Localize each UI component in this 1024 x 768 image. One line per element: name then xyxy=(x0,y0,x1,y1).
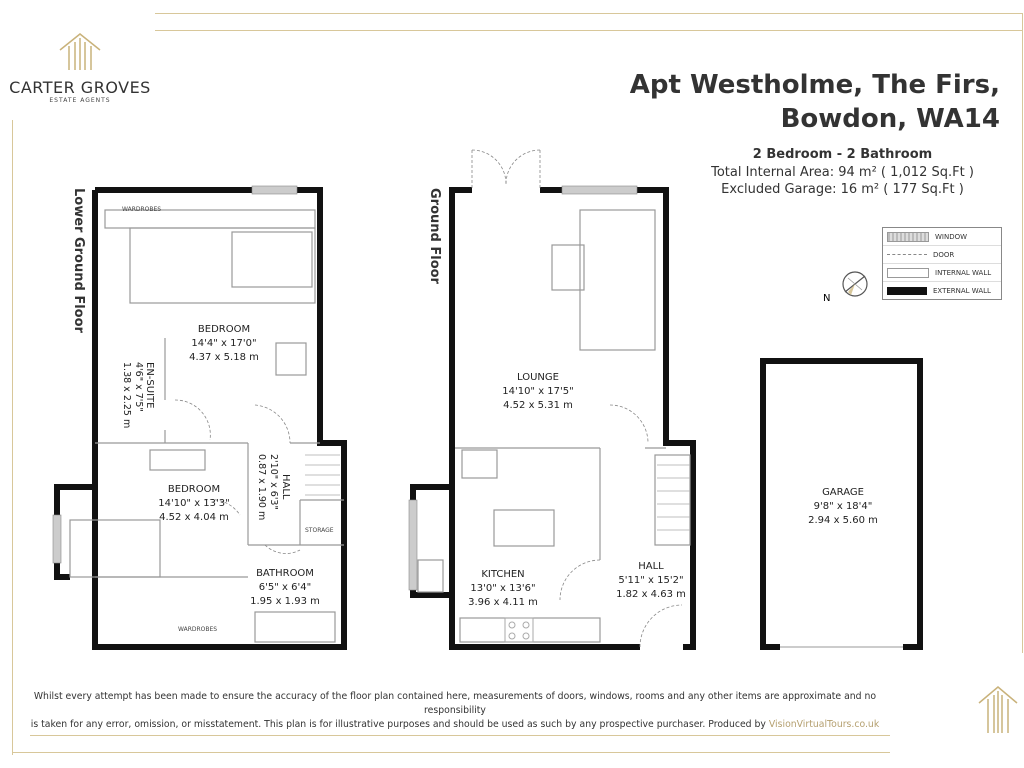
lower-floor-label: Lower Ground Floor xyxy=(71,188,86,333)
garage xyxy=(763,361,920,647)
compass-north-label: N xyxy=(823,293,831,304)
ground-hall-metric: 1.82 x 4.63 m xyxy=(616,589,686,600)
disclaimer xyxy=(20,690,890,732)
ensuite-name: EN-SUITE xyxy=(144,362,155,409)
brand-subtitle: ESTATE AGENTS xyxy=(49,97,111,104)
ground-window-top xyxy=(562,186,637,194)
bedroom2-name: BEDROOM xyxy=(167,484,221,495)
bedroom1-metric: 4.37 x 5.18 m xyxy=(189,352,259,363)
lower-hall-imperial: 2'10" x 6'3" xyxy=(268,454,279,510)
hob-icon xyxy=(505,618,533,642)
lower-ground-floor xyxy=(53,186,344,647)
bathroom-imperial: 6'5" x 6'4" xyxy=(258,582,312,593)
bedroom2-imperial: 14'10" x 13'3" xyxy=(158,498,230,509)
bedroom1-name: BEDROOM xyxy=(197,324,251,335)
garage-area: Excluded Garage: 16 m² ( 177 Sq.Ft ) xyxy=(721,182,964,197)
kitchen-imperial: 13'0" x 13'6" xyxy=(470,583,536,594)
garage-name: GARAGE xyxy=(822,487,864,498)
wardrobes-bottom-label: WARDROBES xyxy=(178,626,218,633)
garage-imperial: 9'8" x 18'4" xyxy=(813,501,873,512)
lower-hall-label-group xyxy=(256,454,291,520)
ground-floor xyxy=(409,150,693,647)
disclaimer-line-1: Whilst every attempt has been made to ensure the accuracy of the floor plan contained here, measurements of doors, windows, rooms and any other items are approximate and no responsibility xyxy=(33,691,877,716)
lower-window-left xyxy=(53,515,61,563)
disclaimer-line-2: is taken for any error, omission, or misstatement. This plan is for illustrative purposes and should be used as such by any prospective purchaser. Produced by xyxy=(30,719,766,730)
lower-hall-metric: 0.87 x 1.90 m xyxy=(256,454,267,521)
bedroom1-imperial: 14'4" x 17'0" xyxy=(191,338,257,349)
brand-name: CARTER GROVES xyxy=(9,78,151,97)
lower-stairs xyxy=(305,455,340,495)
lower-hall-name: HALL xyxy=(280,474,291,500)
kitchen-metric: 3.96 x 4.11 m xyxy=(468,597,538,608)
legend-label: INTERNAL WALL xyxy=(935,268,992,277)
legend-label: EXTERNAL WALL xyxy=(933,286,991,295)
bedroom2-metric: 4.52 x 4.04 m xyxy=(159,512,229,523)
title-line-1: Apt Westholme, The Firs, xyxy=(629,70,1000,100)
ensuite-label-group xyxy=(121,362,155,428)
french-doors xyxy=(472,150,540,190)
lounge-name: LOUNGE xyxy=(517,372,559,383)
bathroom-metric: 1.95 x 1.93 m xyxy=(250,596,320,607)
ensuite-imperial: 4'6" x 7'5" xyxy=(133,362,144,412)
bathroom-name: BATHROOM xyxy=(256,568,314,579)
garage-metric: 2.94 x 5.60 m xyxy=(808,515,878,526)
lower-window-top xyxy=(252,186,297,194)
title-line-2: Bowdon, WA14 xyxy=(780,104,1000,134)
ground-stairs xyxy=(657,465,690,530)
bedrooms-summary: 2 Bedroom - 2 Bathroom xyxy=(752,147,933,162)
ground-window-left xyxy=(409,500,417,590)
ground-hall-imperial: 5'11" x 15'2" xyxy=(618,575,684,586)
storage-label: STORAGE xyxy=(305,527,334,534)
ground-floor-label: Ground Floor xyxy=(427,188,442,284)
legend-label: WINDOW xyxy=(935,232,968,241)
lounge-imperial: 14'10" x 17'5" xyxy=(502,386,574,397)
producer-link[interactable]: VisionVirtualTours.co.uk xyxy=(768,719,880,730)
ensuite-metric: 1.38 x 2.25 m xyxy=(121,362,132,429)
kitchen-name: KITCHEN xyxy=(481,569,525,580)
wardrobes-top-label: WARDROBES xyxy=(122,206,162,213)
legend-label: DOOR xyxy=(933,250,955,259)
internal-area: Total Internal Area: 94 m² ( 1,012 Sq.Ft ) xyxy=(711,165,974,180)
ground-hall-name: HALL xyxy=(638,561,664,572)
lounge-metric: 4.52 x 5.31 m xyxy=(503,400,573,411)
house-logo-small-icon xyxy=(976,683,1020,737)
